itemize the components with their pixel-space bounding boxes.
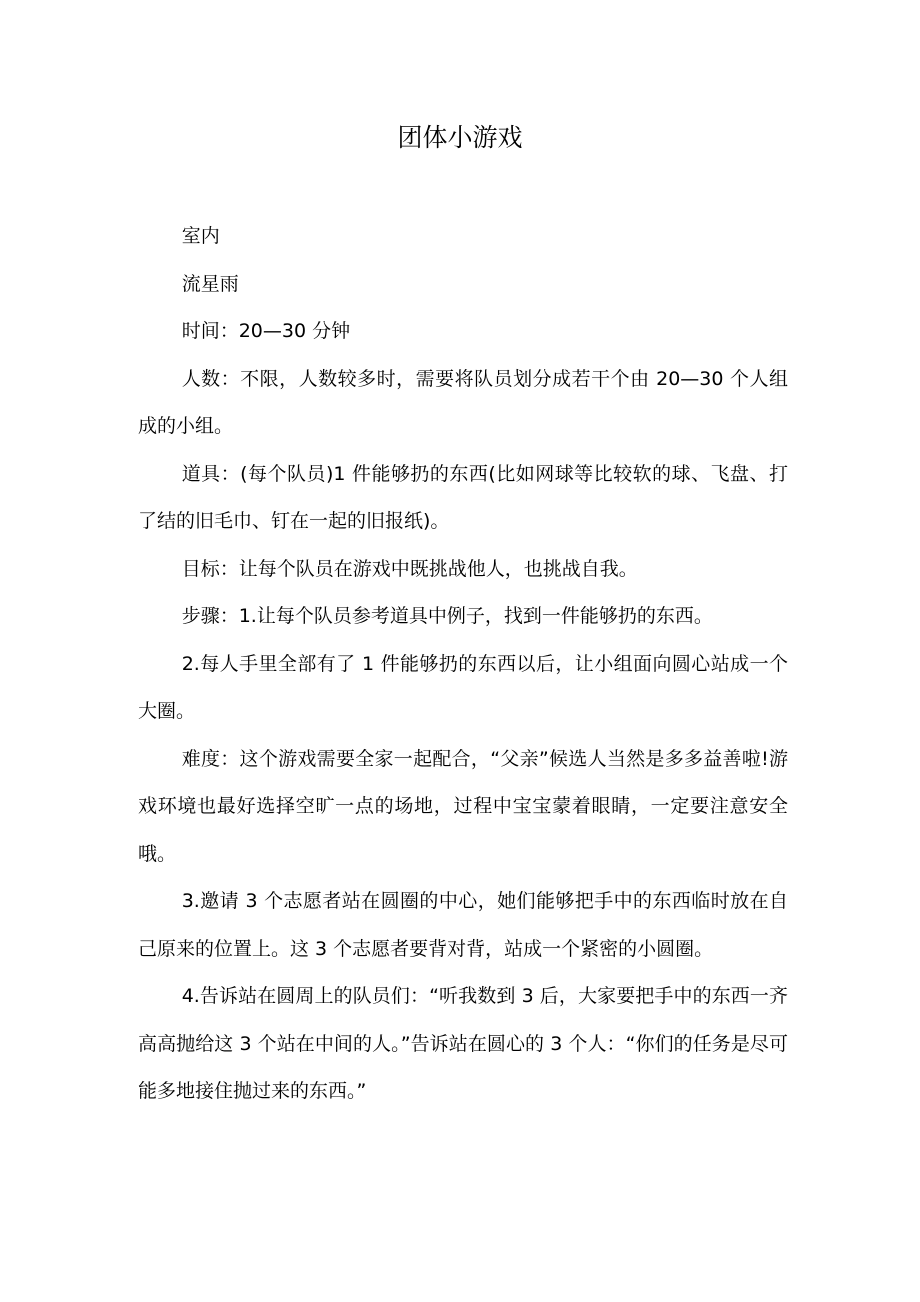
paragraph-difficulty: 难度：这个游戏需要全家一起配合，“父亲”候选人当然是多多益善啦!游戏环境也最好选择空旷一点的场地，过程中宝宝蒙着眼睛，一定要注意安全哦。 (138, 747, 788, 865)
paragraph-game-name: 流星雨 (181, 272, 239, 295)
document-body (138, 213, 788, 1116)
paragraph-time: 时间：20—30 分钟 (181, 320, 351, 342)
paragraph-players: 人数：不限，人数较多时，需要将队员划分成若干个由 20—30 个人组成的小组。 (138, 367, 788, 437)
paragraph-step-2: 2.每人手里全部有了 1 件能够扔的东西以后，让小组面向圆心站成一个大圈。 (138, 652, 788, 722)
paragraph-step-1: 步骤：1.让每个队员参考道具中例子，找到一件能够扔的东西。 (181, 605, 713, 627)
paragraph-goal: 目标：让每个队员在游戏中既挑战他人，也挑战自我。 (181, 557, 638, 580)
document-title: 团体小游戏 (397, 123, 523, 152)
paragraph-step-3: 3.邀请 3 个志愿者站在圆圈的中心，她们能够把手中的东西临时放在自己原来的位置上。这 3 个志愿者要背对背，站成一个紧密的小圆圈。 (138, 890, 788, 960)
paragraph-location: 室内 (181, 225, 220, 247)
paragraph-props: 道具：(每个队员)1 件能够扔的东西(比如网球等比较软的球、飞盘、打了结的旧毛巾、钉在一起的旧报纸)。 (138, 462, 788, 532)
paragraph-step-4: 4.告诉站在圆周上的队员们：“听我数到 3 后，大家要把手中的东西一齐高高抛给这 3 个站在中间的人。”告诉站在圆心的 3 个人：“你们的任务是尽可能多地接住抛过来的东西。” (138, 985, 788, 1102)
